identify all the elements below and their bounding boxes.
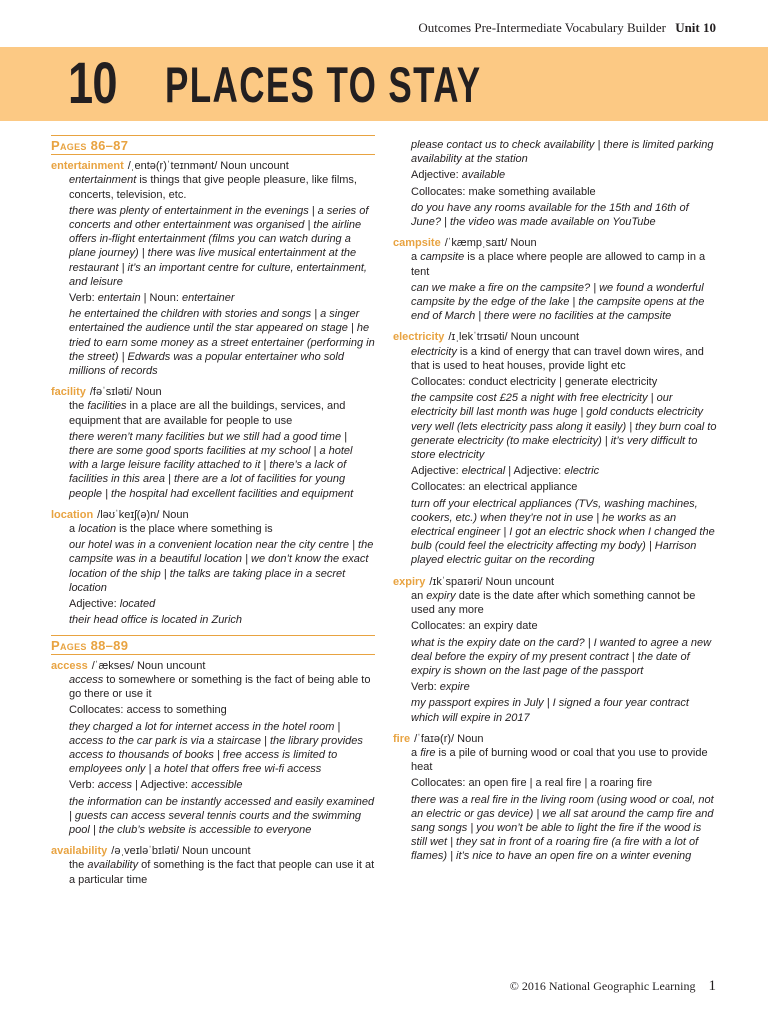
entry-access <box>51 659 375 837</box>
book-title: Outcomes Pre-Intermediate Vocabulary Builder <box>418 20 666 35</box>
headword-line <box>51 508 375 522</box>
form-word: entertainer <box>181 292 235 305</box>
examples: can we make a fire on the campsite? | we found a wonderful campsite by the edge of the lake | the campsite opens at the end of March | there were no facilities at the campsite <box>411 281 705 323</box>
definition <box>51 399 375 427</box>
pronunciation: /ləʊˈkeɪʃ(ə)n/ Noun <box>97 508 189 521</box>
collocates: Collocates: an electrical appliance <box>411 481 578 494</box>
pronunciation: /ˈækses/ Noun uncount <box>91 659 206 672</box>
unit-number: 10 <box>68 51 117 116</box>
examples: turn off your electrical appliances (TVs, washing machines, cookers, etc.) when they’re not in use | he works as an electrical engineer | I got an electric shock when I changed the bulb (could feel the electricity affecting my body) | Harrison played electric guitar on the recording <box>411 497 715 567</box>
form-word: electrical <box>461 465 506 478</box>
form-word: located <box>119 598 156 611</box>
form-word: electric <box>564 465 600 478</box>
definition <box>393 746 717 774</box>
entry-availability <box>51 844 375 887</box>
definition <box>51 673 375 701</box>
form-word: entertain <box>97 292 141 305</box>
headword: campsite <box>393 237 441 250</box>
examples: my passport expires in July | I signed a four year contract which will expire in 2017 <box>411 697 689 724</box>
form-word: access <box>97 779 132 792</box>
definition-text: date is the date after which something cannot be used any more <box>411 589 696 617</box>
headword-line <box>393 732 717 746</box>
headword: entertainment <box>51 160 124 173</box>
definition <box>393 345 717 373</box>
collocates: Collocates: an expiry date <box>411 620 538 633</box>
examples: the information can be instantly accessed and easily examined | guests can access several tennis courts and the swimming pool | the club’s website is accessible to everyone <box>69 795 375 836</box>
collocates: Collocates: make something available <box>411 185 596 198</box>
definition-article: a <box>69 523 79 536</box>
definition-text: is a kind of energy that can travel down wires, and that is used to heat houses, provide light etc <box>411 345 704 372</box>
related-forms <box>393 680 717 694</box>
headword: location <box>51 508 94 521</box>
headword-line <box>393 236 717 250</box>
collocates: Collocates: access to something <box>69 704 227 717</box>
related-forms <box>51 778 375 792</box>
unit-banner <box>0 47 768 121</box>
defined-term: facilities <box>87 400 127 413</box>
examples: he entertained the children with stories and songs | a singer entertained the audience until the star appeared on stage | he tried to earn some money as a street entertainer (performing in the street) | Edwards was a popular entertainer who sold millions of records <box>69 308 375 378</box>
examples: they charged a lot for internet access in the hotel room | access to the car park is via a staircase | the library provides access to thousands of books | free access is limited to employees only | a hotel that offers free wi-fi access <box>69 720 363 776</box>
defined-term: electricity <box>411 345 457 358</box>
form-word: accessible <box>191 779 243 792</box>
form-word: expire <box>439 681 470 694</box>
headword-line <box>51 159 375 173</box>
definition-article: the <box>69 400 88 413</box>
form-label: | Noun: <box>140 292 182 305</box>
section-heading: Pages 86–87 <box>51 135 375 155</box>
form-label: | Adjective: <box>132 779 192 792</box>
entry-electricity <box>393 330 717 567</box>
form-label: Verb: <box>411 681 440 694</box>
unit-title: PLACES TO STAY <box>165 57 482 113</box>
definition-article: a <box>411 251 421 264</box>
definition-article: an <box>411 589 427 602</box>
headword-line <box>51 659 375 673</box>
pronunciation: /ɪˌlekˈtrɪsəti/ Noun uncount <box>448 331 580 344</box>
definition-text: of something is the fact that people can use it at a particular time <box>69 859 375 886</box>
page-footer <box>510 978 716 995</box>
collocates: Collocates: an open fire | a real fire | a roaring fire <box>411 777 653 790</box>
form-label: Adjective: <box>411 169 462 182</box>
definition-text: to somewhere or something is the fact of being able to go there or use it <box>69 673 371 701</box>
entry-campsite <box>393 236 717 323</box>
pronunciation: /ˌentə(r)ˈteɪnmənt/ Noun uncount <box>127 160 289 173</box>
pronunciation: /ˈkæmpˌsaɪt/ Noun <box>444 237 537 250</box>
form-label: Verb: <box>69 292 98 305</box>
form-label: Adjective: <box>411 465 462 478</box>
examples: there weren’t many facilities but we still had a good time | there are some good sports facilities at my school | a hotel with a large leisure facility attached to it | there’s a lack of facilities in this area | there are a lot of facilities for young people | the hospital had excellent facilities and equipment <box>69 430 354 500</box>
definition <box>51 173 375 201</box>
related-forms <box>51 597 375 611</box>
definition-text: is a place where people are allowed to camp in a tent <box>411 251 706 278</box>
entry-facility <box>51 385 375 501</box>
defined-term: location <box>78 523 117 536</box>
headword: facility <box>51 386 86 399</box>
definition-text: in a place are all the buildings, services, and equipment that are available for people to use <box>69 400 346 427</box>
headword: expiry <box>393 575 426 588</box>
examples: do you have any rooms available for the 15th and 16th of June? | the video was made available on YouTube <box>411 201 689 229</box>
collocates: Collocates: conduct electricity | generate electricity <box>411 376 658 389</box>
definition-text: is the place where something is <box>116 523 273 536</box>
defined-term: fire <box>420 746 436 759</box>
section-heading: Pages 88–89 <box>51 635 375 655</box>
headword-line <box>393 575 717 589</box>
examples: please contact us to check availability | there is limited parking availability at the station <box>411 139 714 166</box>
left-column <box>51 128 375 894</box>
definition-article: a <box>411 746 421 759</box>
headword: availability <box>51 845 108 858</box>
definition <box>393 250 717 278</box>
definition-text: is things that give people pleasure, like films, concerts, television, etc. <box>69 174 357 201</box>
headword: electricity <box>393 331 445 344</box>
form-label: Verb: <box>69 779 98 792</box>
page-number: 1 <box>708 978 716 994</box>
pronunciation: /ˈfaɪə(r)/ Noun <box>414 732 484 745</box>
entry-fire <box>393 732 717 864</box>
entry-expiry <box>393 575 717 725</box>
form-word: available <box>461 169 506 182</box>
headword-line <box>393 330 717 344</box>
entry-availability-continued <box>393 138 717 229</box>
copyright: © 2016 National Geographic Learning <box>509 979 696 993</box>
definition <box>51 522 375 536</box>
definition <box>51 858 375 886</box>
examples: their head office is located in Zurich <box>69 614 243 627</box>
defined-term: expiry <box>426 589 456 602</box>
examples: there was a real fire in the living room (using wood or coal, not an electric or gas device) | we all sat around the camp fire and sang songs | you won’t be able to light the fire if the wood is still wet | they sat in front of a roaring fire (a fire with a lot of flames) | it’s nice to have an open fire on a winter evening <box>411 793 714 863</box>
examples: the campsite cost £25 a night with free electricity | our electricity bill last month was huge | gold conducts electricity very well (lets electricity pass along it easily) | they burn coal to generate electricity (to make electricity) | it’s very difficult to store electricity <box>411 392 717 462</box>
form-label: | Adjective: <box>505 465 565 478</box>
pronunciation: /ɪkˈspaɪəri/ Noun uncount <box>429 575 555 588</box>
related-forms <box>393 168 717 182</box>
related-forms <box>393 464 717 478</box>
pronunciation: /fəˈsɪləti/ Noun <box>89 386 162 399</box>
examples: our hotel was in a convenient location near the city centre | the campsite was in a beautiful location | we don’t know the exact location of the ship | the talks are taking place in a secret location <box>69 539 374 594</box>
definition <box>393 589 717 617</box>
defined-term: entertainment <box>69 174 137 187</box>
headword: fire <box>393 732 411 745</box>
headword-line <box>51 844 375 858</box>
unit-label: Unit 10 <box>675 20 716 35</box>
right-column <box>393 136 717 871</box>
headword: access <box>51 659 88 672</box>
running-head <box>418 20 716 36</box>
headword-line <box>51 385 375 399</box>
form-label: Adjective: <box>69 598 120 611</box>
entry-location <box>51 508 375 628</box>
examples: there was plenty of entertainment in the evenings | a series of concerts and other entertainment was organised | the airline offers in-flight entertainment (films you can watch during a plane journey) | there was live musical entertainment at the restaurant | it’s an important centre for culture, entertainment, and leisure <box>69 204 369 288</box>
definition-text: is a pile of burning wood or coal that you use to provide heat <box>411 746 708 774</box>
entry-entertainment <box>51 159 375 378</box>
pronunciation: /əˌveɪləˈbɪləti/ Noun uncount <box>111 845 251 858</box>
examples: what is the expiry date on the card? | I wanted to agree a new deal before the expiry of my present contract | the date of expiry is shown on the last page of the passport <box>411 636 712 677</box>
defined-term: access <box>69 673 104 686</box>
definition-article: the <box>69 859 88 872</box>
defined-term: availability <box>87 859 139 872</box>
defined-term: campsite <box>420 251 465 264</box>
related-forms <box>51 291 375 305</box>
